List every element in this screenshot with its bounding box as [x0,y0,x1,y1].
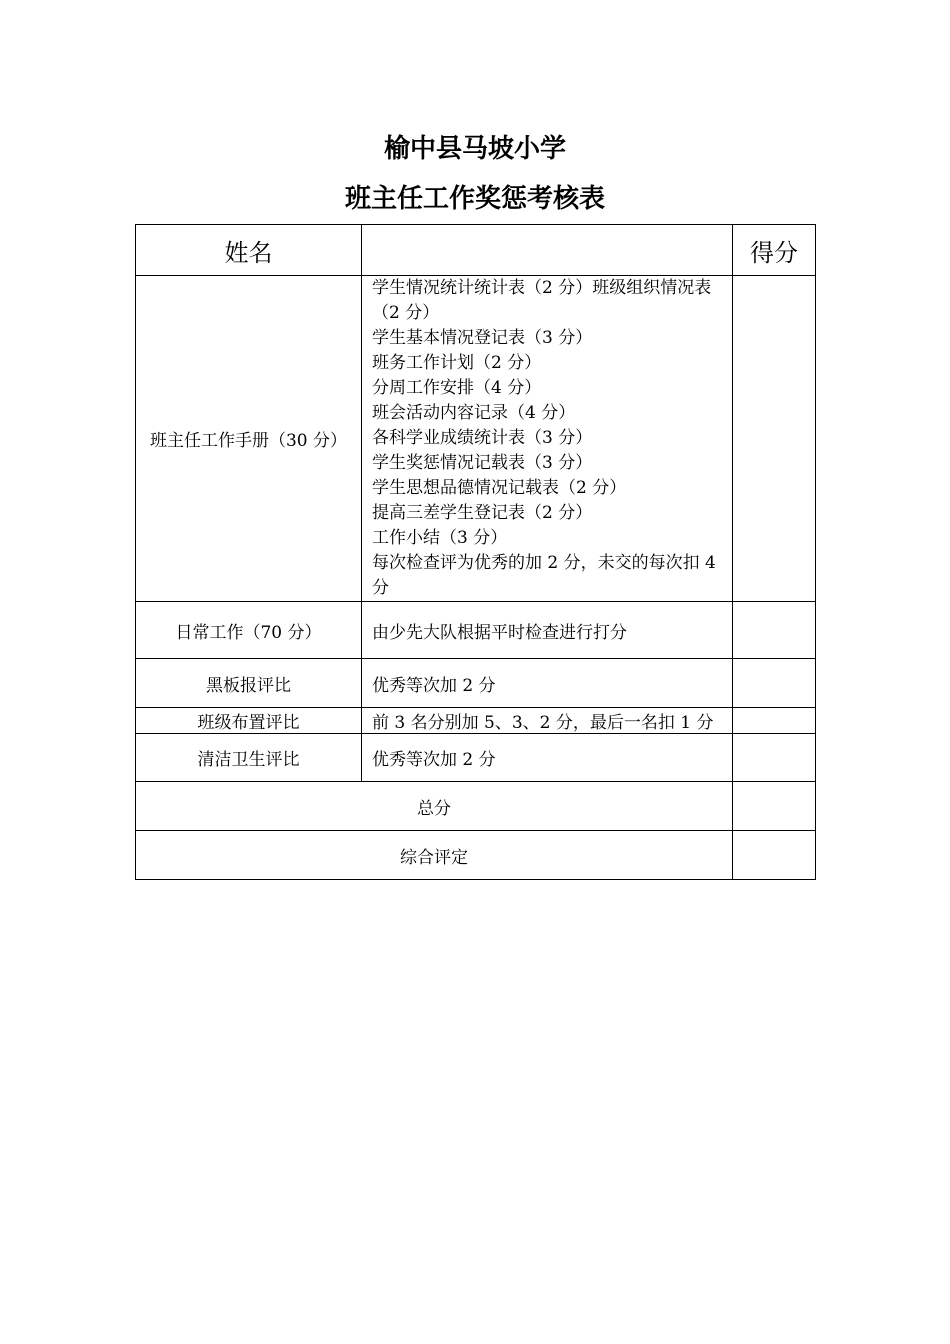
table-row [136,708,816,734]
handbook-items [362,276,733,602]
row-content-cleaning: 优秀等次加 2 分 [362,734,733,782]
list-item: 学生基本情况登记表（3 分） [372,328,593,348]
table-row [136,734,816,782]
total-label: 总分 [136,782,733,831]
overall-score-cell[interactable] [733,831,816,880]
total-score-cell[interactable] [733,782,816,831]
list-item: 各科学业成绩统计表（3 分） [372,428,593,448]
list-item: 班会活动内容记录（4 分） [372,403,576,423]
total-row [136,782,816,831]
row-content-daily: 由少先大队根据平时检查进行打分 [362,602,733,659]
table-row [136,659,816,708]
table-row [136,276,816,602]
table-row [136,602,816,659]
score-cell[interactable] [733,734,816,782]
list-item: 每次检查评为优秀的加 2 分，未交的每次扣 4 分 [372,553,716,598]
assessment-table [135,224,816,880]
overall-row [136,831,816,880]
list-item: 学生思想品德情况记载表（2 分） [372,478,627,498]
row-label-daily: 日常工作（70 分） [136,602,362,659]
row-label-blackboard: 黑板报评比 [136,659,362,708]
score-cell[interactable] [733,659,816,708]
overall-label: 综合评定 [136,831,733,880]
list-item: 班务工作计划（2 分） [372,353,542,373]
score-cell[interactable] [733,602,816,659]
row-label-classroom: 班级布置评比 [136,708,362,734]
row-label-handbook: 班主任工作手册（30 分） [136,276,362,602]
list-item: 学生奖惩情况记载表（3 分） [372,453,593,473]
row-content-blackboard: 优秀等次加 2 分 [362,659,733,708]
score-label: 得分 [733,225,816,276]
list-item: 工作小结（3 分） [372,528,508,548]
name-label: 姓名 [136,225,362,276]
score-cell[interactable] [733,708,816,734]
row-content-classroom: 前 3 名分别加 5、3、2 分，最后一名扣 1 分 [362,708,733,734]
list-item: 学生情况统计统计表（2 分）班级组织情况表（2 分） [372,278,712,323]
row-label-cleaning: 清洁卫生评比 [136,734,362,782]
list-item: 提高三差学生登记表（2 分） [372,503,593,523]
name-value-field[interactable] [362,225,733,276]
form-title: 班主任工作奖惩考核表 [344,184,605,214]
list-item: 分周工作安排（4 分） [372,378,542,398]
score-cell[interactable] [733,276,816,602]
school-title: 榆中县马坡小学 [383,134,566,164]
header-row [136,225,816,276]
